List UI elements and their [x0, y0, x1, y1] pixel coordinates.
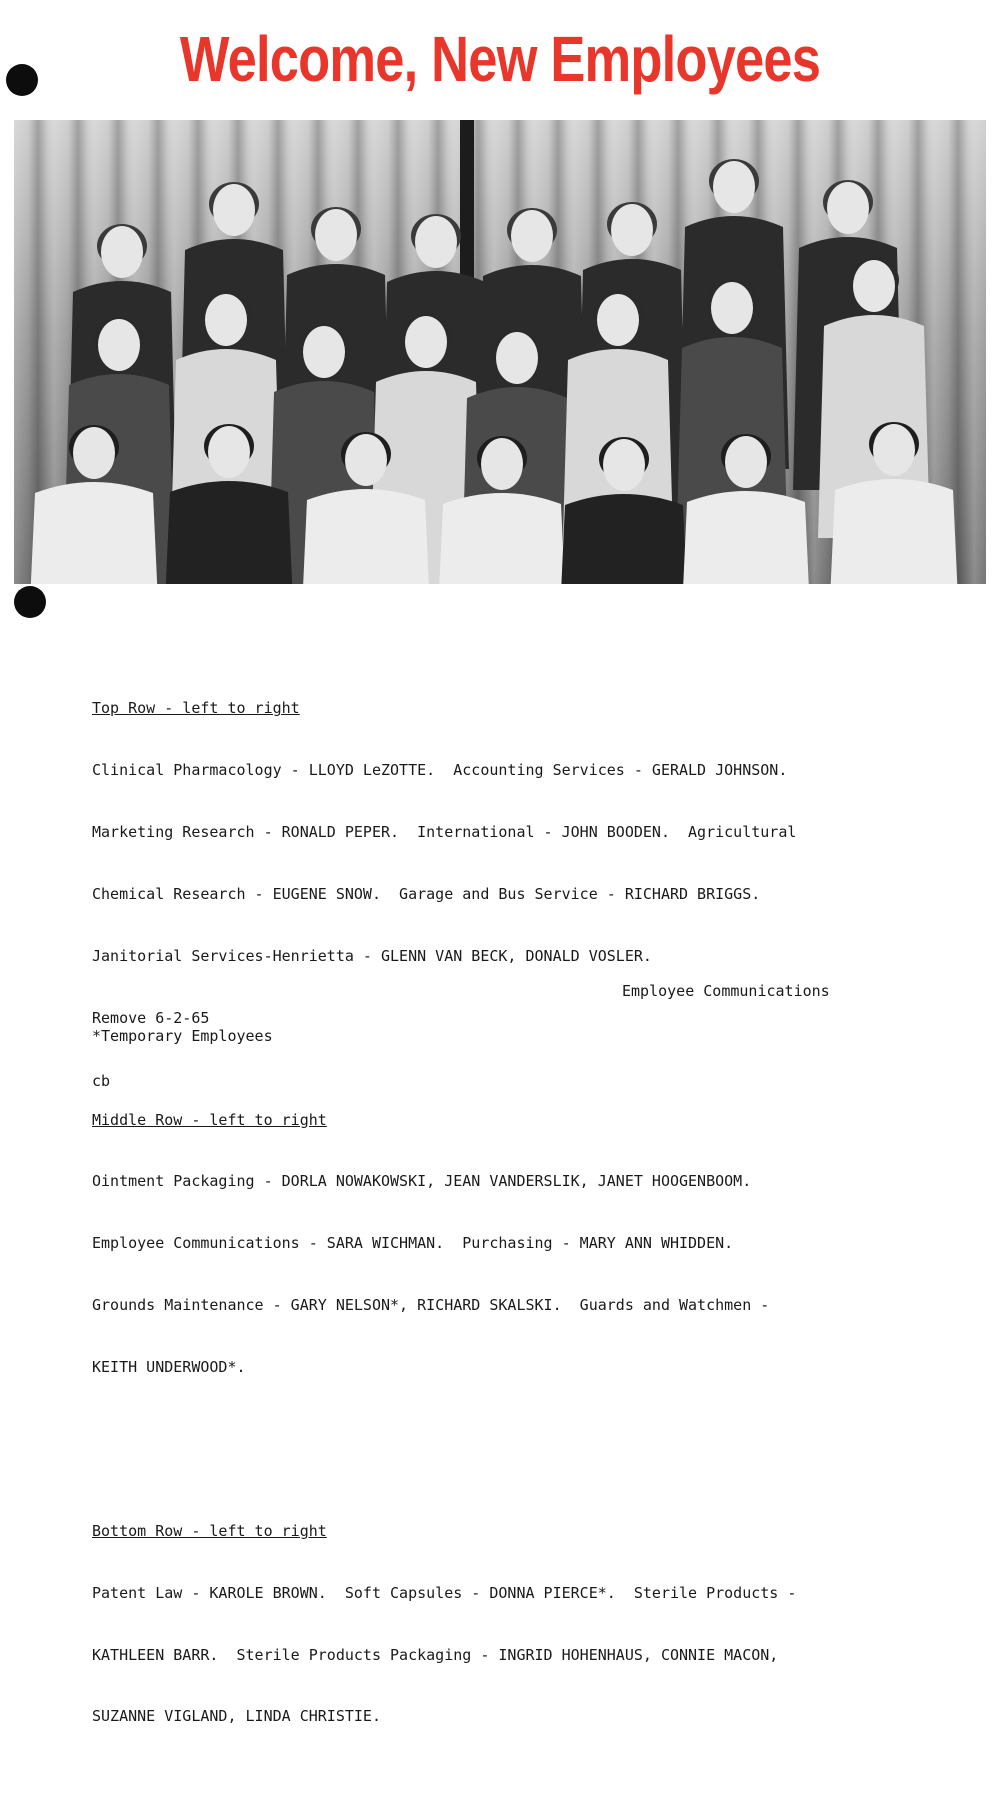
top-row-heading: Top Row - left to right	[92, 699, 300, 718]
page-title: Welcome, New Employees	[179, 23, 821, 95]
group-photo	[14, 120, 986, 584]
punch-hole-top	[6, 64, 38, 96]
bottom-row-line: SUZANNE VIGLAND, LINDA CHRISTIE.	[92, 1707, 381, 1726]
bottom-row-line: KATHLEEN BARR. Sterile Products Packaging - INGRID HOHENHAUS, CONNIE MACON,	[92, 1645, 779, 1664]
top-row-line: Chemical Research - EUGENE SNOW. Garage and Bus Service - RICHARD BRIGGS.	[92, 884, 761, 903]
group-photo-figures	[14, 120, 986, 584]
caption-top-row	[92, 657, 952, 1007]
top-row-line: Janitorial Services-Henrietta - GLENN VAN BECK, DONALD VOSLER.	[92, 946, 652, 965]
middle-row-line: Ointment Packaging - DORLA NOWAKOWSKI, JEAN VANDERSLIK, JANET HOOGENBOOM.	[92, 1172, 752, 1191]
middle-row-line: KEITH UNDERWOOD*.	[92, 1357, 246, 1376]
caption-bottom-row	[92, 1480, 952, 1768]
middle-row-line: Grounds Maintenance - GARY NELSON*, RICHARD SKALSKI. Guards and Watchmen -	[92, 1296, 770, 1314]
bottom-row-line: Patent Law - KAROLE BROWN. Soft Capsules - DONNA PIERCE*. Sterile Products -	[92, 1583, 797, 1602]
punch-hole-bottom	[14, 586, 46, 618]
top-row-line: Marketing Research - RONALD PEPER. International - JOHN BOODEN. Agricultural	[92, 822, 797, 841]
top-row-line: Clinical Pharmacology - LLOYD LeZOTTE. Accounting Services - GERALD JOHNSON.	[92, 761, 788, 780]
remove-date: Remove 6-2-65	[92, 1009, 210, 1027]
temporary-note: *Temporary Employees	[92, 1027, 273, 1045]
middle-row-heading: Middle Row - left to right	[92, 1110, 327, 1129]
caption-block	[92, 616, 952, 1809]
middle-row-line: Employee Communications - SARA WICHMAN. Purchasing - MARY ANN WHIDDEN.	[92, 1234, 734, 1253]
caption-middle-row	[92, 1068, 952, 1418]
bottom-row-heading: Bottom Row - left to right	[92, 1521, 327, 1540]
department-signature: Employee Communications	[622, 982, 830, 1000]
typist-initials: cb	[92, 1072, 111, 1090]
